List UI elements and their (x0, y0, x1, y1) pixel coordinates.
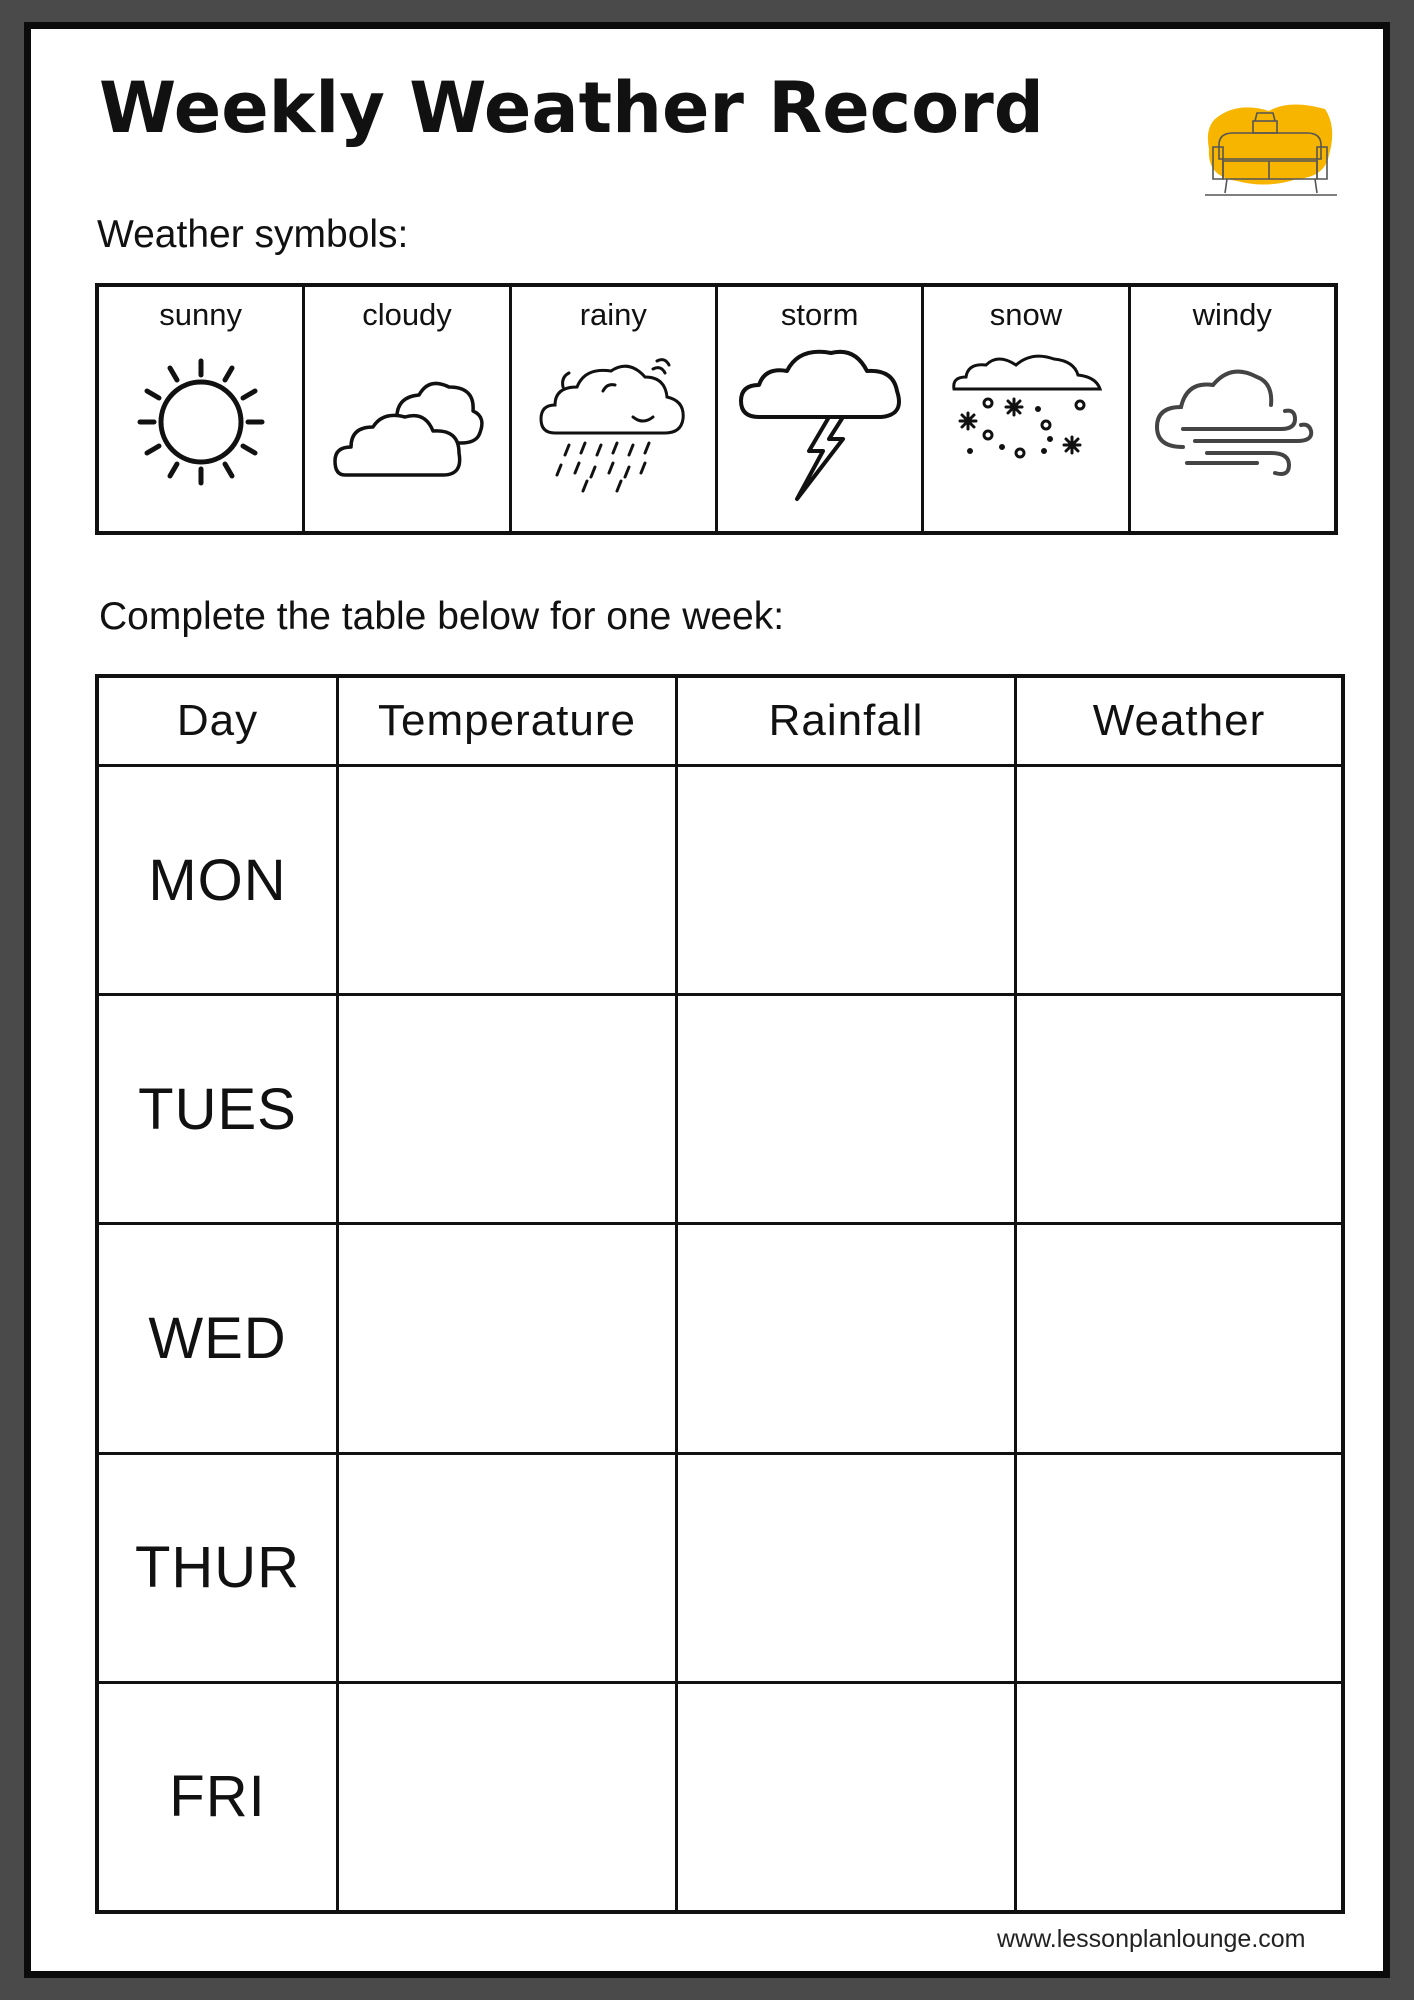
table-row (97, 1682, 1343, 1912)
weather-symbols-key (95, 283, 1338, 535)
weather-cell[interactable] (1016, 766, 1344, 995)
table-instruction: Complete the table below for one week: (99, 595, 785, 638)
symbol-snow (924, 287, 1130, 531)
weather-cell[interactable] (1016, 1453, 1344, 1682)
table-row (97, 1224, 1343, 1453)
table-row (97, 1453, 1343, 1682)
weather-cell[interactable] (1016, 1224, 1344, 1453)
day-cell: THUR (97, 1453, 338, 1682)
rainfall-cell[interactable] (677, 766, 1016, 995)
temperature-cell[interactable] (338, 766, 677, 995)
cloud-icon (327, 347, 487, 497)
rainfall-cell[interactable] (677, 1224, 1016, 1453)
symbol-label: windy (1192, 297, 1272, 332)
worksheet-page (24, 22, 1390, 1978)
temperature-cell[interactable] (338, 1224, 677, 1453)
temperature-cell[interactable] (338, 1453, 677, 1682)
weather-cell[interactable] (1016, 995, 1344, 1224)
header-rainfall: Rainfall (677, 676, 1016, 766)
rainfall-cell[interactable] (677, 1453, 1016, 1682)
day-cell: FRI (97, 1682, 338, 1912)
weather-record-table (95, 674, 1345, 1914)
wind-cloud-icon (1147, 347, 1317, 497)
rainfall-cell[interactable] (677, 995, 1016, 1224)
page-title: Weekly Weather Record (99, 67, 1044, 149)
table-header-row (97, 676, 1343, 766)
temperature-cell[interactable] (338, 1682, 677, 1912)
weather-cell[interactable] (1016, 1682, 1344, 1912)
symbol-label: rainy (579, 297, 647, 332)
rain-cloud-icon (533, 347, 693, 497)
table-row (97, 995, 1343, 1224)
header-weather: Weather (1016, 676, 1344, 766)
lesson-plan-lounge-logo (1197, 97, 1347, 217)
symbol-label: sunny (159, 297, 243, 332)
symbol-label: storm (780, 297, 859, 332)
storm-cloud-icon (735, 347, 905, 507)
header-day: Day (97, 676, 338, 766)
footer-url: www.lessonplanlounge.com (997, 1925, 1306, 1953)
sun-icon (126, 347, 276, 497)
symbol-storm (718, 287, 924, 531)
symbol-sunny (99, 287, 305, 531)
table-row (97, 766, 1343, 995)
symbol-windy (1131, 287, 1334, 531)
snow-cloud-icon (946, 347, 1106, 497)
symbol-cloudy (305, 287, 511, 531)
header-temperature: Temperature (338, 676, 677, 766)
rainfall-cell[interactable] (677, 1682, 1016, 1912)
symbol-rainy (512, 287, 718, 531)
symbol-label: cloudy (362, 297, 452, 332)
day-cell: MON (97, 766, 338, 995)
day-cell: TUES (97, 995, 338, 1224)
symbol-label: snow (989, 297, 1063, 332)
day-cell: WED (97, 1224, 338, 1453)
temperature-cell[interactable] (338, 995, 677, 1224)
weather-symbols-label: Weather symbols: (97, 213, 409, 256)
